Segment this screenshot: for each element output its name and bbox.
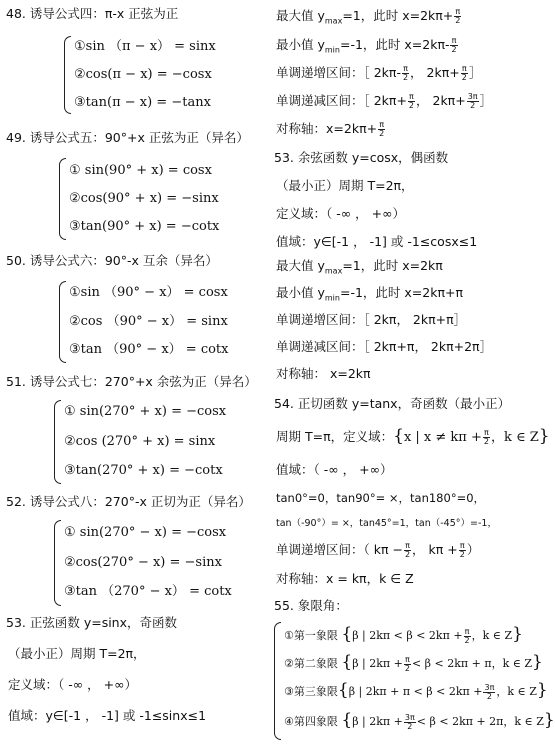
sin-domain: 定义域：（ -∞ ， +∞） <box>8 677 137 692</box>
section-54-title: 54. 正切函数 y=tanx，奇函数（最小正） <box>274 396 511 411</box>
sin-axis: 对称轴：x=2kπ+ $\frac{\pi}{2}$ <box>276 120 385 138</box>
section-51-title: 51. 诱导公式七：270°+x 余弦为正（异名） <box>6 374 257 389</box>
fraction: $\frac{\pi}{2}$ <box>459 541 465 559</box>
cos-range: 值域：y∈[-1 ， -1] 或 -1≤cosx≤1 <box>276 234 478 249</box>
section-53-title: 53. 正弦函数 y=sinx，奇函数 <box>6 615 178 630</box>
formula-line: ②cos (270° + x) = sinx <box>64 434 216 449</box>
quadrant-3: ③第三象限{β | 2kπ + π < β < 2kπ + $\frac{3\pi}{2}$ ，k ∈ Z} <box>284 680 548 701</box>
fraction: $\frac{3\pi}{2}$ <box>467 92 478 110</box>
sin-max: 最大值 $y_{max}=1$，此时 x=2kπ+ $\frac{\pi}{2}$ <box>276 7 461 26</box>
cos-axis: 对称轴： x=2kπ <box>276 366 371 381</box>
formula-line: ① sin(270° − x) = −cosx <box>64 525 227 540</box>
formula-line: ③tan(270° + x) = −cotx <box>64 463 223 478</box>
sin-range: 值域：y∈[-1 ， -1] 或 -1≤sinx≤1 <box>8 708 207 723</box>
formula-line: ②cos(270° − x) = −sinx <box>64 555 222 570</box>
formula-line: ③tan(π − x) = −tanx <box>74 95 211 110</box>
section-48-title: 48. 诱导公式四：π-x 正弦为正 <box>6 6 179 21</box>
fraction: $\frac{\pi}{2}$ <box>404 654 410 673</box>
cos-increasing: 单调递增区间：［ 2kπ， 2kπ+π］ <box>276 312 467 327</box>
fraction: $\frac{\pi}{2}$ <box>408 92 415 110</box>
fraction: $\frac{3\pi}{2}$ <box>404 712 415 731</box>
quadrant-1: ①第一象限 {β | 2kπ < β < 2kπ + $\frac{\pi}{2}$ ，k ∈ Z} <box>284 624 523 645</box>
formula-line: ②cos （90° − x） = sinx <box>69 314 228 329</box>
fraction: $\frac{\pi}{2}$ <box>455 7 461 25</box>
tan-values-1: tan0°=0，tan90°= ×，tan180°=0， <box>276 491 486 505</box>
cos-min: 最小值 $y_{min}=-1$，此时 x=2kπ+π <box>276 285 463 303</box>
fraction: $\frac{\pi}{2}$ <box>451 36 457 54</box>
formula-line: ③tan （90° − x） = cotx <box>69 342 229 357</box>
fraction: $\frac{\pi}{2}$ <box>379 120 385 138</box>
left-brace <box>54 400 61 484</box>
formula-line: ②cos(90° + x) = −sinx <box>69 191 219 206</box>
left-brace <box>274 622 281 740</box>
section-49-title: 49. 诱导公式五：90°+x 正弦为正（异名） <box>6 130 249 145</box>
formula-line: ①sin （π − x） = sinx <box>74 39 216 54</box>
fraction: $\frac{\pi}{2}$ <box>461 64 467 82</box>
formula-line: ③tan （270° − x） = cotx <box>64 584 232 599</box>
tan-axis: 对称轴：x = kπ，k ∈ Z <box>276 571 414 586</box>
tan-values-2: tan（-90°）= ×，tan45°=1，tan（-45°）=-1， <box>276 518 497 529</box>
left-brace <box>59 281 66 363</box>
fraction: $\frac{\pi}{2}$ <box>404 541 411 559</box>
formula-line: ①sin （90° − x） = cosx <box>69 285 228 300</box>
left-brace <box>64 36 71 114</box>
section-55-title: 55. 象限角： <box>274 598 348 613</box>
left-brace <box>59 158 66 240</box>
section-53b-title: 53. 余弦函数 y=cosx，偶函数 <box>274 150 449 165</box>
tan-range: 值域：（ -∞ ， +∞） <box>276 462 393 477</box>
cos-decreasing: 单调递减区间：［ 2kπ+π， 2kπ+2π］ <box>276 339 493 354</box>
quadrant-4: ④第四象限 {β | 2kπ + $\frac{3\pi}{2}$ < β < 2kπ + 2π，k ∈ Z} <box>284 710 555 731</box>
formula-line: ③tan(90° + x) = −cotx <box>69 219 220 234</box>
tan-period-domain: 周期 T=π，定义域：{x | x ≠ kπ + $\frac{\pi}{2}$ ，k ∈ Z} <box>276 426 550 446</box>
fraction: $\frac{3\pi}{2}$ <box>484 682 495 701</box>
formula-line: ②cos(π − x) = −cosx <box>74 67 212 82</box>
tan-increasing: 单调递增区间：（ kπ − $\frac{\pi}{2}$ ， kπ + $\frac{\pi}{2}$ ） <box>276 541 480 559</box>
fraction: $\frac{\pi}{2}$ <box>483 428 489 446</box>
formula-line: ① sin(270° + x) = −cosx <box>64 404 227 419</box>
quadrant-2: ②第二象限 {β | 2kπ + $\frac{\pi}{2}$ < β < 2kπ + π，k ∈ Z} <box>284 652 543 673</box>
section-52-title: 52. 诱导公式八：270°-x 正切为正（异名） <box>6 494 251 509</box>
formula-line: ① sin(90° + x) = cosx <box>69 163 212 178</box>
sin-decreasing: 单调递减区间：［ 2kπ+ $\frac{\pi}{2}$ ， 2kπ+ $\frac{3\pi}{2}$ ］ <box>276 92 493 110</box>
left-brace <box>54 520 61 606</box>
section-50-title: 50. 诱导公式六：90°-x 互余（异名） <box>6 253 218 268</box>
cos-period: （最小正）周期 T=2π， <box>276 178 414 193</box>
sin-min: 最小值 $y_{min}=-1$，此时 x=2kπ- $\frac{\pi}{2}$ <box>276 36 457 55</box>
sin-period: （最小正）周期 T=2π， <box>8 646 146 661</box>
fraction: $\frac{\pi}{2}$ <box>464 626 470 645</box>
cos-max: 最大值 $y_{max}=1$，此时 x=2kπ <box>276 258 443 276</box>
sin-increasing: 单调递增区间：［ 2kπ- $\frac{\pi}{2}$ ， 2kπ+ $\frac{\pi}{2}$ ］ <box>276 64 482 82</box>
fraction: $\frac{\pi}{2}$ <box>402 64 409 82</box>
cos-domain: 定义域：（ -∞ ， +∞） <box>276 206 405 221</box>
